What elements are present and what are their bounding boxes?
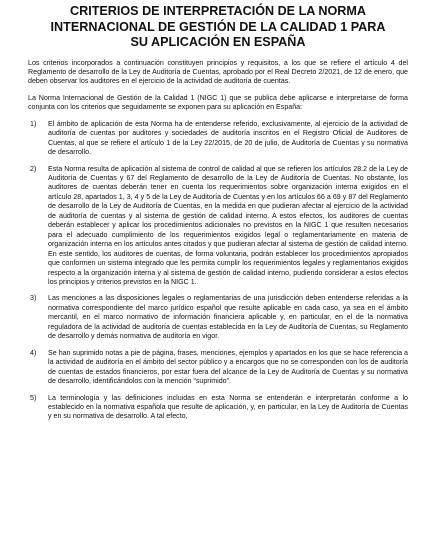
list-item <box>28 294 408 341</box>
lead-paragraph: La Norma Internacional de Gestión de la Calidad 1 (NIGC 1) que se publica debe aplicarse e interpretarse de forma conjunta con los criterios que seguidamente se exponen para su aplicación en España: <box>28 93 408 112</box>
item-text: Se han suprimido notas a pie de página, frases, menciones, ejemplos y apartados en los que se hace referencia a la actividad de auditoría en el ámbito del sector público y a encargos que no se corresponden con los de auditoría de cuentas de estados financieros, por estar fuera del alcance de la Ley de Auditoría de Cuentas y su normativa de desarrollo, identificándolos con la mención “suprimido”. <box>48 348 408 386</box>
intro-paragraph: Los criterios incorporados a continuación constituyen principios y requisitos, a los que se refiere el artículo 4 del Reglamento de desarrollo de la Ley de Auditoría de Cuentas, aprobado por el Real Decreto 2/2021, de 12 de enero, que deben observar los auditores en el ejercicio de la actividad de auditoría de cuentas. <box>28 58 408 86</box>
item-text: La terminología y las definiciones incluidas en esta Norma se entenderán e interpretarán conforme a lo establecido en la normativa española que resulte de aplicación, y, en particular, en la Ley de Auditoría de Cuentas y en su normativa de desarrollo. A tal efecto, <box>48 393 408 421</box>
item-text: Las menciones a las disposiciones legales o reglamentarias de una jurisdicción deben entenderse referidas a la normativa correspondiente del marco jurídico español que resulte aplicable en cada caso, ya sea en el ámbito mercantil, en el marco normativo de información financiera aplicable y, en particular, en el de la normativa reguladora de la actividad de auditoría de cuentas establecida en la Ley de Auditoría de Cuentas, su Reglamento de desarrollo y demás normativa de auditoría en vigor. <box>48 294 408 341</box>
criteria-list <box>28 120 408 422</box>
item-number: 3) <box>30 294 37 303</box>
item-text: El ámbito de aplicación de esta Norma ha de entenderse referido, exclusivamente, al ejercicio de la actividad de auditoría de cuentas por auditores y sociedades de auditoría inscritos en el Registro Oficial de Auditores de Cuentas, al que se refiere el artículo 1 de la Ley 22/2015, de 20 de julio, de Auditoría de Cuentas y su normativa de desarrollo. <box>48 119 408 157</box>
list-item <box>28 394 408 422</box>
list-item <box>28 165 408 288</box>
item-text: Esta Norma resulta de aplicación al sistema de control de calidad al que se refieren los artículos 28.2 de la Ley de Auditoría de Cuentas y 67 del Reglamento de desarrollo de la Ley de Auditoría de Cuentas. No obstante, los auditores de cuentas deberán tener en cuenta los requerimientos sobre organización interna exigidos en el artículo 28, apartados 1, 3, 4 y 5 de la Ley de Auditoría de Cuentas y en los artículos 66 a 69 y 87 del Reglamento de desarrollo de la Ley de Auditoría de Cuentas, en la medida en que pudieran afectar al ejercicio de la actividad de auditoría de cuentas y al sistema de gestión de calidad interno. A estos efectos, los auditores de cuentas deberán establecer y aplicar los procedimientos adicionales no previstos en la NIGC 1 que resulten necesarios para el adecuado cumplimiento de los requerimientos exigidos legal o reglamentariamente en materia de organización interna en los artículos antes citados y que pudieran afectar al sistema de gestión de calidad interno. En este sentido, los auditores de cuentas, de forma voluntaria, podrán establecer los procedimientos apropiados que conformen un sistema integrado que les permita cumplir los requerimientos legales y reglamentarios exigidos respecto a la organización interna y al sistema de gestión de calidad interno, pudiendo considerar a estos efectos los principios y criterios previstos en la NIGC 1. <box>48 164 408 287</box>
item-number: 5) <box>30 393 37 402</box>
document-title: CRITERIOS DE INTERPRETACIÓN DE LA NORMA INTERNACIONAL DE GESTIÓN DE LA CALIDAD 1 PARA SU APLICACIÓN EN ESPAÑA <box>50 4 386 49</box>
item-number: 2) <box>30 164 37 173</box>
list-item <box>28 349 408 387</box>
item-number: 1) <box>30 119 37 128</box>
list-item <box>28 120 408 158</box>
item-number: 4) <box>30 348 37 357</box>
